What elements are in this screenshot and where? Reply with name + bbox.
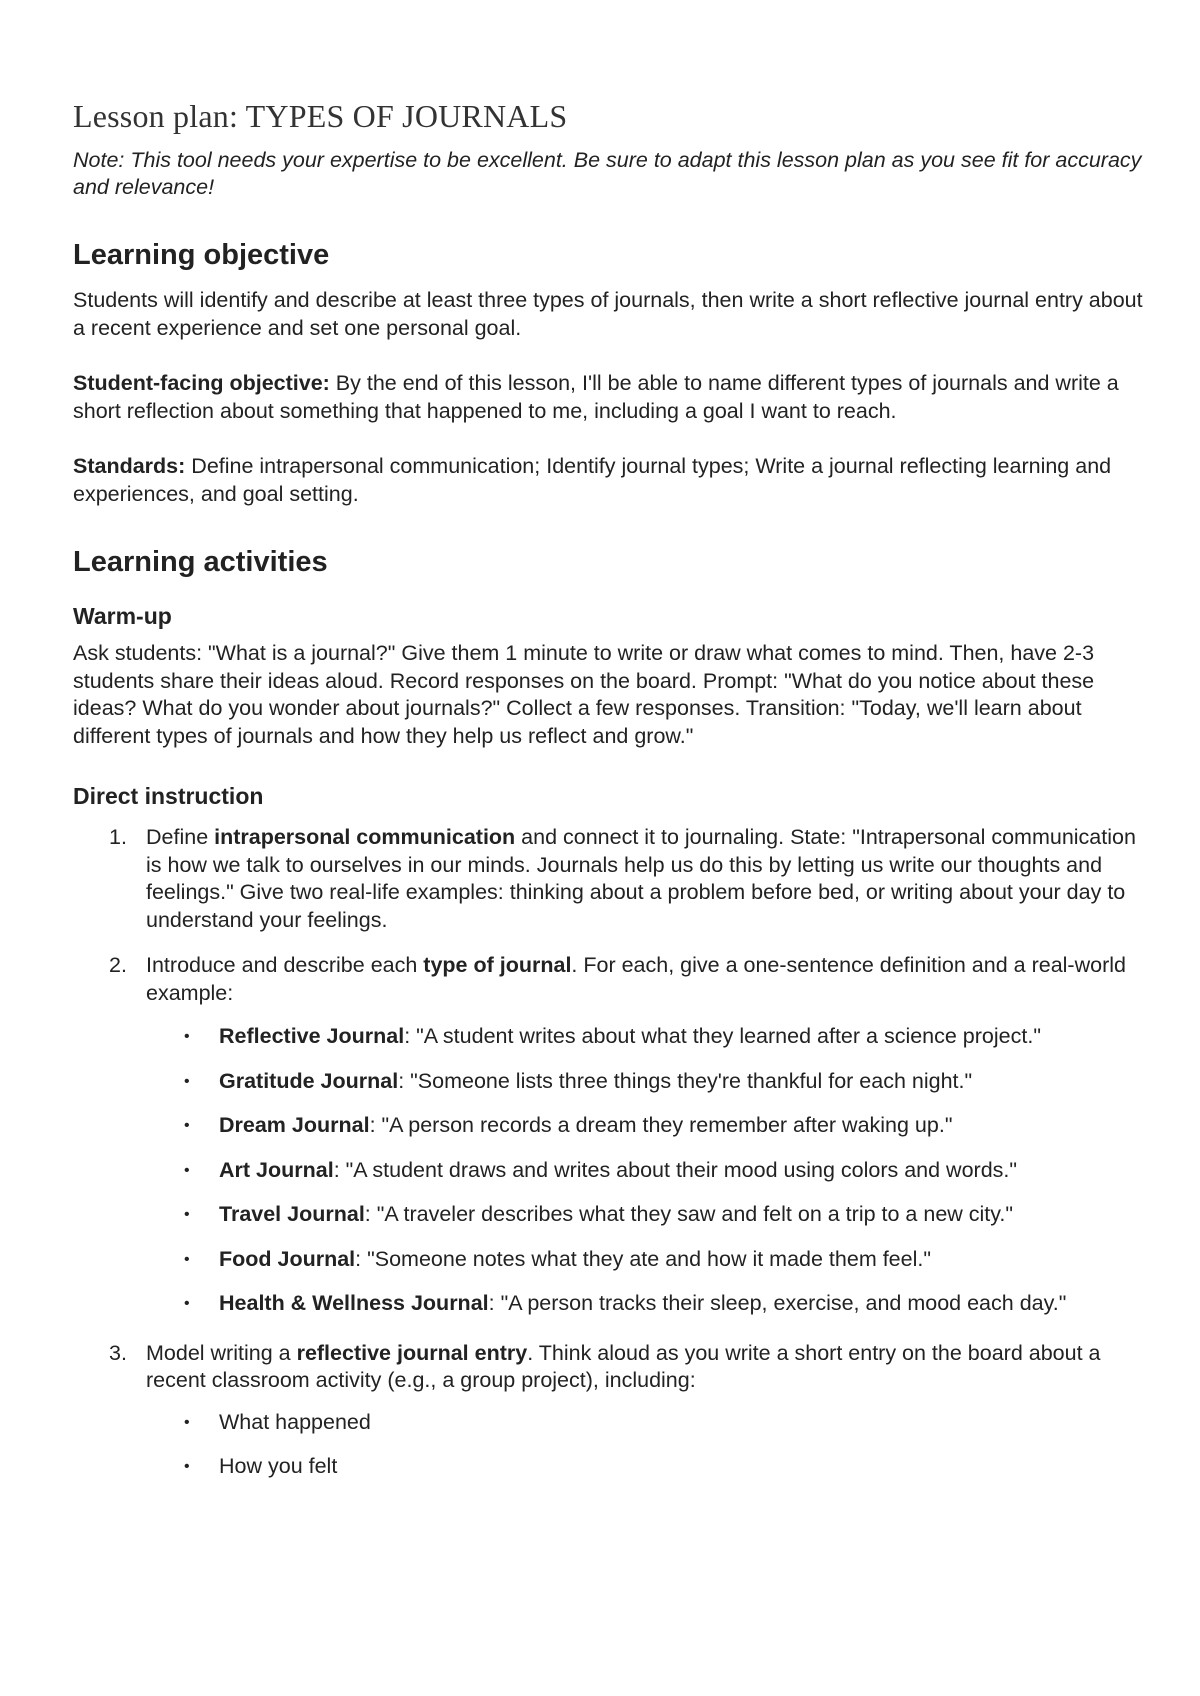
bullet-icon: • [184, 1295, 190, 1312]
step-text: Define [146, 825, 215, 849]
journal-type-name: Travel Journal [219, 1202, 365, 1226]
step-text: . Think aloud as you write a short entry on the board about a recent classroom activity (e.g., a group project), including: [146, 1340, 1101, 1392]
journal-type-name: Food Journal [219, 1246, 356, 1271]
learning-objective-section [73, 237, 1143, 508]
bullet-icon: • [184, 1206, 190, 1223]
list-item [146, 1290, 1143, 1318]
journal-type-desc: : "A student writes about what they learned after a science project." [404, 1024, 1041, 1048]
step-item [73, 824, 1143, 934]
note-text: Note: This tool needs your expertise to be excellent. Be sure to adapt this lesson plan as you see fit for accuracy and relevance! [73, 148, 1142, 199]
standards [73, 453, 1143, 508]
journal-type-name: Reflective Journal [219, 1024, 405, 1048]
learning-activities-section [73, 544, 1143, 1481]
step-item [73, 1340, 1143, 1481]
journal-type-name: Art Journal [219, 1157, 334, 1182]
entry-components-list [146, 1409, 1143, 1481]
journal-types-list [146, 1023, 1143, 1318]
bullet-icon: • [184, 1028, 190, 1045]
direct-instruction-steps [73, 824, 1143, 1481]
bullet-icon: • [184, 1413, 190, 1431]
step-text: and connect it to journaling. State: "Intrapersonal communication is how we talk to ourselves in our minds. Journals help us do this by letting us write our thoughts and feelings." Give two real-life examples: thinking about a problem before bed, or writing about your day to understand your feelings. [146, 825, 1136, 932]
standards-label: Standards: [73, 454, 186, 478]
bullet-icon: • [184, 1161, 190, 1179]
learning-activities-heading: Learning activities [73, 546, 328, 578]
standards-text: Define intrapersonal communication; Identify journal types; Write a journal reflecting learning and experiences, and goal setting. [73, 454, 1112, 506]
student-facing-objective [73, 370, 1143, 425]
entry-component-text: What happened [219, 1409, 371, 1434]
learning-objective-text: Students will identify and describe at least three types of journals, then write a short reflective journal entry about a recent experience and set one personal goal. [73, 288, 1143, 340]
step-number: 1. [109, 825, 127, 849]
journal-type-desc: : "Someone notes what they ate and how it made them feel." [355, 1246, 931, 1271]
bullet-icon: • [184, 1117, 190, 1134]
learning-objective-heading: Learning objective [73, 239, 330, 271]
journal-type-name: Gratitude Journal [219, 1068, 399, 1093]
entry-component-text: How you felt [219, 1454, 338, 1478]
step-keyword: reflective journal entry [296, 1340, 528, 1365]
journal-type-desc: : "A traveler describes what they saw and felt on a trip to a new city." [364, 1202, 1014, 1226]
list-item [146, 1157, 1143, 1185]
student-facing-text: By the end of this lesson, I'll be able to name different types of journals and write a short reflection about something that happened to me, including a goal I want to reach. [73, 371, 1119, 423]
bullet-icon: • [184, 1072, 190, 1090]
warmup-text: Ask students: "What is a journal?" Give them 1 minute to write or draw what comes to mind. Then, have 2-3 students share their ideas aloud. Record responses on the board. Prompt: "What do you notice about these ideas? What do you wonder about journals?" Collect a few responses. Transition: "Today, we'll learn about different types of journals and how they help us reflect and grow." [73, 641, 1095, 748]
journal-type-name: Dream Journal [219, 1113, 370, 1137]
journal-type-desc: : "Someone lists three things they're thankful for each night." [398, 1068, 973, 1093]
list-item [146, 1453, 1143, 1481]
list-item [146, 1068, 1143, 1096]
page-title: Lesson plan: TYPES OF JOURNALS [73, 98, 568, 134]
step-text: Model writing a [146, 1340, 297, 1365]
step-number: 3. [109, 1340, 127, 1365]
list-item [146, 1023, 1143, 1051]
journal-type-name: Health & Wellness Journal [219, 1291, 489, 1315]
step-text: . For each, give a one-sentence definition and a real-world example: [146, 953, 1126, 1005]
lesson-plan-page [73, 98, 1143, 1499]
list-item [146, 1201, 1143, 1229]
journal-type-desc: : "A person records a dream they remember after waking up." [369, 1113, 953, 1137]
journal-type-desc: : "A person tracks their sleep, exercise, and mood each day." [488, 1291, 1067, 1315]
step-text: Introduce and describe each [146, 953, 424, 977]
step-item [73, 952, 1143, 1318]
list-item [146, 1409, 1143, 1437]
bullet-icon: • [184, 1250, 190, 1268]
list-item [146, 1112, 1143, 1140]
student-facing-label: Student-facing objective: [73, 371, 330, 395]
bullet-icon: • [184, 1458, 190, 1475]
list-item [146, 1246, 1143, 1274]
warmup-heading: Warm-up [73, 603, 172, 629]
journal-type-desc: : "A student draws and writes about their mood using colors and words." [333, 1157, 1018, 1182]
step-keyword: type of journal [423, 953, 572, 977]
direct-instruction-heading: Direct instruction [73, 783, 264, 809]
step-keyword: intrapersonal communication [214, 825, 516, 849]
step-number: 2. [109, 953, 127, 977]
